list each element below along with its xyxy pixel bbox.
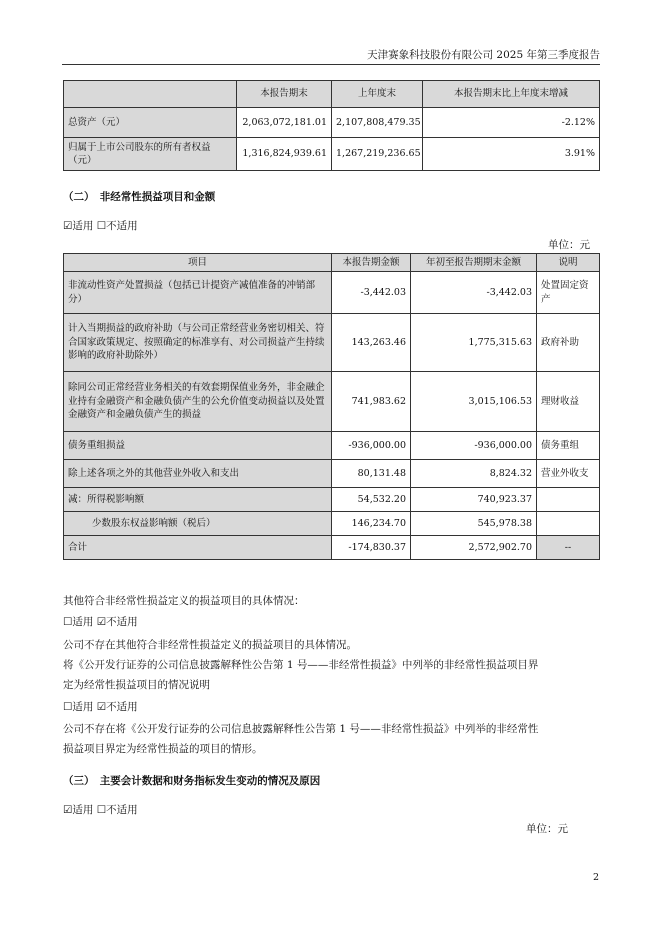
period-amount: 146,234.70 bbox=[332, 512, 411, 536]
table-row bbox=[64, 314, 600, 372]
non-recurring-items-table bbox=[63, 253, 600, 560]
header-cell: 说明 bbox=[537, 254, 600, 272]
header-cell: 年初至报告期期末金额 bbox=[411, 254, 537, 272]
prior-value: 2,107,808,479.35 bbox=[332, 108, 423, 138]
item-note: -- bbox=[537, 536, 600, 560]
reclassification-answer: 公司不存在将《公开发行证券的公司信息披露解释性公告第 1 号——非经常性损益》中列举的非经常性 bbox=[63, 723, 539, 735]
table-header-row bbox=[64, 254, 600, 272]
change-value: -2.12% bbox=[423, 108, 600, 138]
ytd-amount: 8,824.32 bbox=[411, 460, 537, 488]
balance-summary-table bbox=[63, 80, 600, 171]
applicability-options: ☐适用 ☑不适用 bbox=[63, 616, 138, 628]
ytd-amount: 740,923.37 bbox=[411, 488, 537, 512]
table-header-row bbox=[64, 81, 600, 108]
item-label: 合计 bbox=[64, 536, 332, 560]
table-row bbox=[64, 108, 600, 138]
change-value: 3.91% bbox=[423, 138, 600, 171]
ytd-amount: 2,572,902.70 bbox=[411, 536, 537, 560]
ytd-amount: -3,442.03 bbox=[411, 272, 537, 314]
item-note bbox=[537, 512, 600, 536]
table-row bbox=[64, 432, 600, 460]
item-label: 减：所得税影响额 bbox=[64, 488, 332, 512]
report-header-title: 天津赛象科技股份有限公司 2025 年第三季度报告 bbox=[367, 49, 600, 61]
unit-label: 单位：元 bbox=[548, 239, 590, 251]
header-divider bbox=[62, 64, 600, 65]
item-note: 处置固定资产 bbox=[537, 272, 600, 314]
applicability-options: ☐适用 ☑不适用 bbox=[63, 701, 138, 713]
period-amount: -936,000.00 bbox=[332, 432, 411, 460]
reclassification-answer-cont: 损益项目界定为经常性损益的项目的情形。 bbox=[63, 743, 263, 755]
item-label: 非流动性资产处置损益（包括已计提资产减值准备的冲销部分） bbox=[64, 272, 332, 314]
table-row bbox=[64, 536, 600, 560]
item-label: 债务重组损益 bbox=[64, 432, 332, 460]
header-cell: 本报告期金额 bbox=[332, 254, 411, 272]
table-row bbox=[64, 488, 600, 512]
header-cell: 项目 bbox=[64, 254, 332, 272]
row-label: 归属于上市公司股东的所有者权益（元） bbox=[64, 138, 237, 171]
section-title: （二） 非经常性损益项目和金额 bbox=[63, 191, 216, 203]
item-label: 除上述各项之外的其他营业外收入和支出 bbox=[64, 460, 332, 488]
applicability-options: ☑适用 ☐不适用 bbox=[63, 220, 138, 232]
header-cell: 上年度末 bbox=[332, 81, 423, 108]
period-amount: -3,442.03 bbox=[332, 272, 411, 314]
table-row bbox=[64, 272, 600, 314]
item-note: 债务重组 bbox=[537, 432, 600, 460]
item-label: 计入当期损益的政府补助（与公司正常经营业务密切相关、符合国家政策规定、按照确定的标准享有、对公司损益产生持续影响的政府补助除外） bbox=[64, 314, 332, 372]
prior-value: 1,267,219,236.65 bbox=[332, 138, 423, 171]
applicability-options: ☑适用 ☐不适用 bbox=[63, 804, 138, 816]
period-amount: 54,532.20 bbox=[332, 488, 411, 512]
header-cell: 本报告期末比上年度末增减 bbox=[423, 81, 600, 108]
period-amount: 80,131.48 bbox=[332, 460, 411, 488]
table-row bbox=[64, 138, 600, 171]
period-amount: -174,830.37 bbox=[332, 536, 411, 560]
item-note bbox=[537, 488, 600, 512]
reclassification-question-cont: 定为经常性损益项目的情况说明 bbox=[63, 679, 210, 691]
ytd-amount: 3,015,106.53 bbox=[411, 372, 537, 432]
current-value: 2,063,072,181.01 bbox=[237, 108, 332, 138]
table-row bbox=[64, 512, 600, 536]
table-row bbox=[64, 460, 600, 488]
other-items-question: 其他符合非经常性损益定义的损益项目的具体情况： bbox=[63, 595, 305, 607]
header-cell: 本报告期末 bbox=[237, 81, 332, 108]
ytd-amount: 1,775,315.63 bbox=[411, 314, 537, 372]
header-cell bbox=[64, 81, 237, 108]
unit-label: 单位：元 bbox=[526, 823, 568, 835]
row-label: 总资产（元） bbox=[64, 108, 237, 138]
item-label: 少数股东权益影响额（税后） bbox=[64, 512, 332, 536]
reclassification-question: 将《公开发行证券的公司信息披露解释性公告第 1 号——非经常性损益》中列举的非经常性损益项目界 bbox=[63, 659, 539, 671]
current-value: 1,316,824,939.61 bbox=[237, 138, 332, 171]
ytd-amount: -936,000.00 bbox=[411, 432, 537, 460]
item-label: 除同公司正常经营业务相关的有效套期保值业务外，非金融企业持有金融资产和金融负债产生的公允价值变动损益以及处置金融资产和金融负债产生的损益 bbox=[64, 372, 332, 432]
page-number: 2 bbox=[592, 872, 599, 883]
section-title: （三） 主要会计数据和财务指标发生变动的情况及原因 bbox=[63, 775, 321, 787]
item-note: 政府补助 bbox=[537, 314, 600, 372]
period-amount: 741,983.62 bbox=[332, 372, 411, 432]
item-note: 营业外收支 bbox=[537, 460, 600, 488]
item-note: 理财收益 bbox=[537, 372, 600, 432]
other-items-answer: 公司不存在其他符合非经常性损益定义的损益项目的具体情况。 bbox=[63, 639, 357, 651]
ytd-amount: 545,978.38 bbox=[411, 512, 537, 536]
table-row bbox=[64, 372, 600, 432]
period-amount: 143,263.46 bbox=[332, 314, 411, 372]
